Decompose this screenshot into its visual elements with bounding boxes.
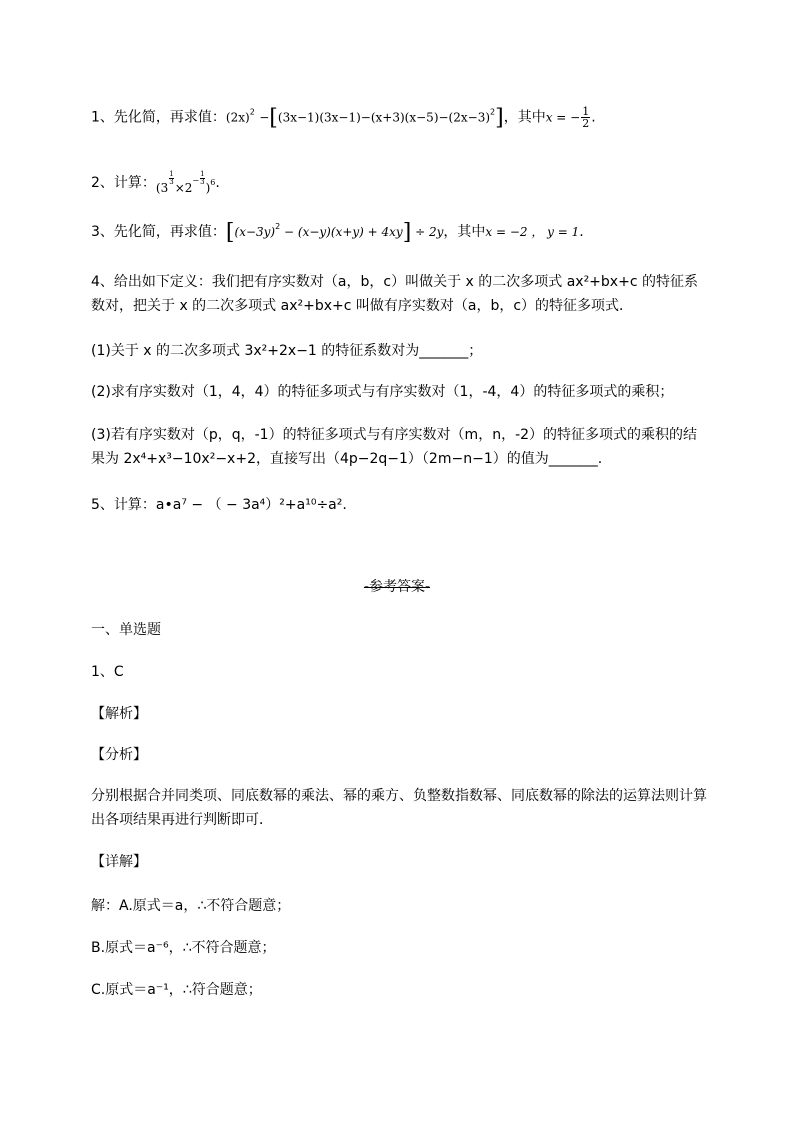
q2-exp2-den: 3 [200,178,205,186]
q3-end: . [579,224,584,240]
question-4-intro: 4、给出如下定义：我们把有序实数对（a，b，c）叫做关于 x 的二次多项式 ax²+bx+c 的特征系数对，把关于 x 的二次多项式 ax²+bx+c 叫做有序实数对（a，b，c）的特征多项式． [91,274,698,314]
q3-where: ，其中 [443,224,486,240]
q3-close-bracket: ] [402,220,412,245]
q3-open-bracket: [ [225,220,235,245]
q2-base1: (3 [155,181,169,195]
q1-condition: x = − [545,110,581,125]
answer-title-text: -参考答案- [363,579,431,595]
q2-exp1-den: 3 [169,178,174,186]
q1-term2: (3x−1)(3x−1)−(x+3)(x−5)−(2x−3) [277,110,491,125]
q1-prefix: 1、先化简，再求值： [91,109,226,126]
analysis-text: 分别根据合并同类项、同底数幂的乘法、幂的乘方、负整数指数幂、同底数幂的除法的运算法则计算出各项结果再进行判断即可． [91,788,707,828]
q1-term2-exp: 2 [490,107,496,117]
answer-1: 1、C [91,664,124,680]
q3-condition: x = −2 ， y = 1 [485,225,580,239]
section-heading: 一、单选题 [91,622,161,638]
q2-prefix: 2、计算： [91,175,156,191]
q2-times-two: ×2 [174,181,193,195]
fenxi-label: 【分析】 [91,747,147,763]
q3-expr-rest: − (x−y)(x+y) + 4xy [280,225,403,239]
question-4-part-3: (3)若有序实数对（p，q，-1）的特征多项式与有序实数对（m，n，-2）的特征多项式的乘积的结果为 2x⁴+x³−10x²−x+2，直接写出（4p−2q−1）（2m−n−1）的值为_______. [91,427,698,467]
q1-end: . [591,109,596,126]
q2-exp2-num: 1 [200,170,205,178]
q1-term1-exp: 2 [249,107,255,117]
solution-line-c: C.原式＝a⁻¹，∴符合题意； [91,982,262,998]
q2-outer-exp: 6 [210,178,216,187]
q3-expr: (x−3y) [234,225,276,239]
question-1 [91,106,596,129]
xiangjie-label: 【详解】 [91,854,147,870]
q2-expression [155,170,216,195]
q2-exp1 [169,171,173,186]
question-5: 5、计算：a•a⁷ − （ − 3a⁴）²+a¹⁰÷a². [91,497,347,513]
q2-close-paren: ) [205,181,211,195]
q1-open-bracket: [ [269,105,278,131]
solution-line-b: B.原式＝a⁻⁶，∴不符合题意； [91,940,276,956]
solution-line-a: 解：A.原式＝a，∴不符合题意； [91,898,291,914]
q2-exp1-num: 1 [169,170,174,178]
q1-term1: (2x) [225,110,250,125]
q3-expr-exp: 2 [275,222,281,231]
q1-frac-num: 1 [582,105,590,118]
q1-close-bracket: ] [495,105,504,131]
question-4-part-2: (2)求有序实数对（1，4，4）的特征多项式与有序实数对（1，-4，4）的特征多项式的乘积； [91,384,674,400]
jiexi-label: 【解析】 [91,706,147,722]
q3-div: ÷ 2y [411,225,444,239]
q3-prefix: 3、先化简，再求值： [91,224,226,240]
question-2 [91,166,220,193]
q1-frac-den: 2 [582,117,590,130]
q2-exp2-sign: − [192,176,200,185]
q1-where: ，其中 [503,109,546,126]
q1-fraction [581,106,590,129]
question-4-part-1: (1)关于 x 的二次多项式 3x²+2x−1 的特征系数对为_______； [91,343,483,359]
question-3 [91,222,584,243]
answer-title [0,576,794,596]
q1-minus: − [259,110,270,125]
q2-end: . [215,175,220,191]
q2-exp2 [200,171,204,186]
